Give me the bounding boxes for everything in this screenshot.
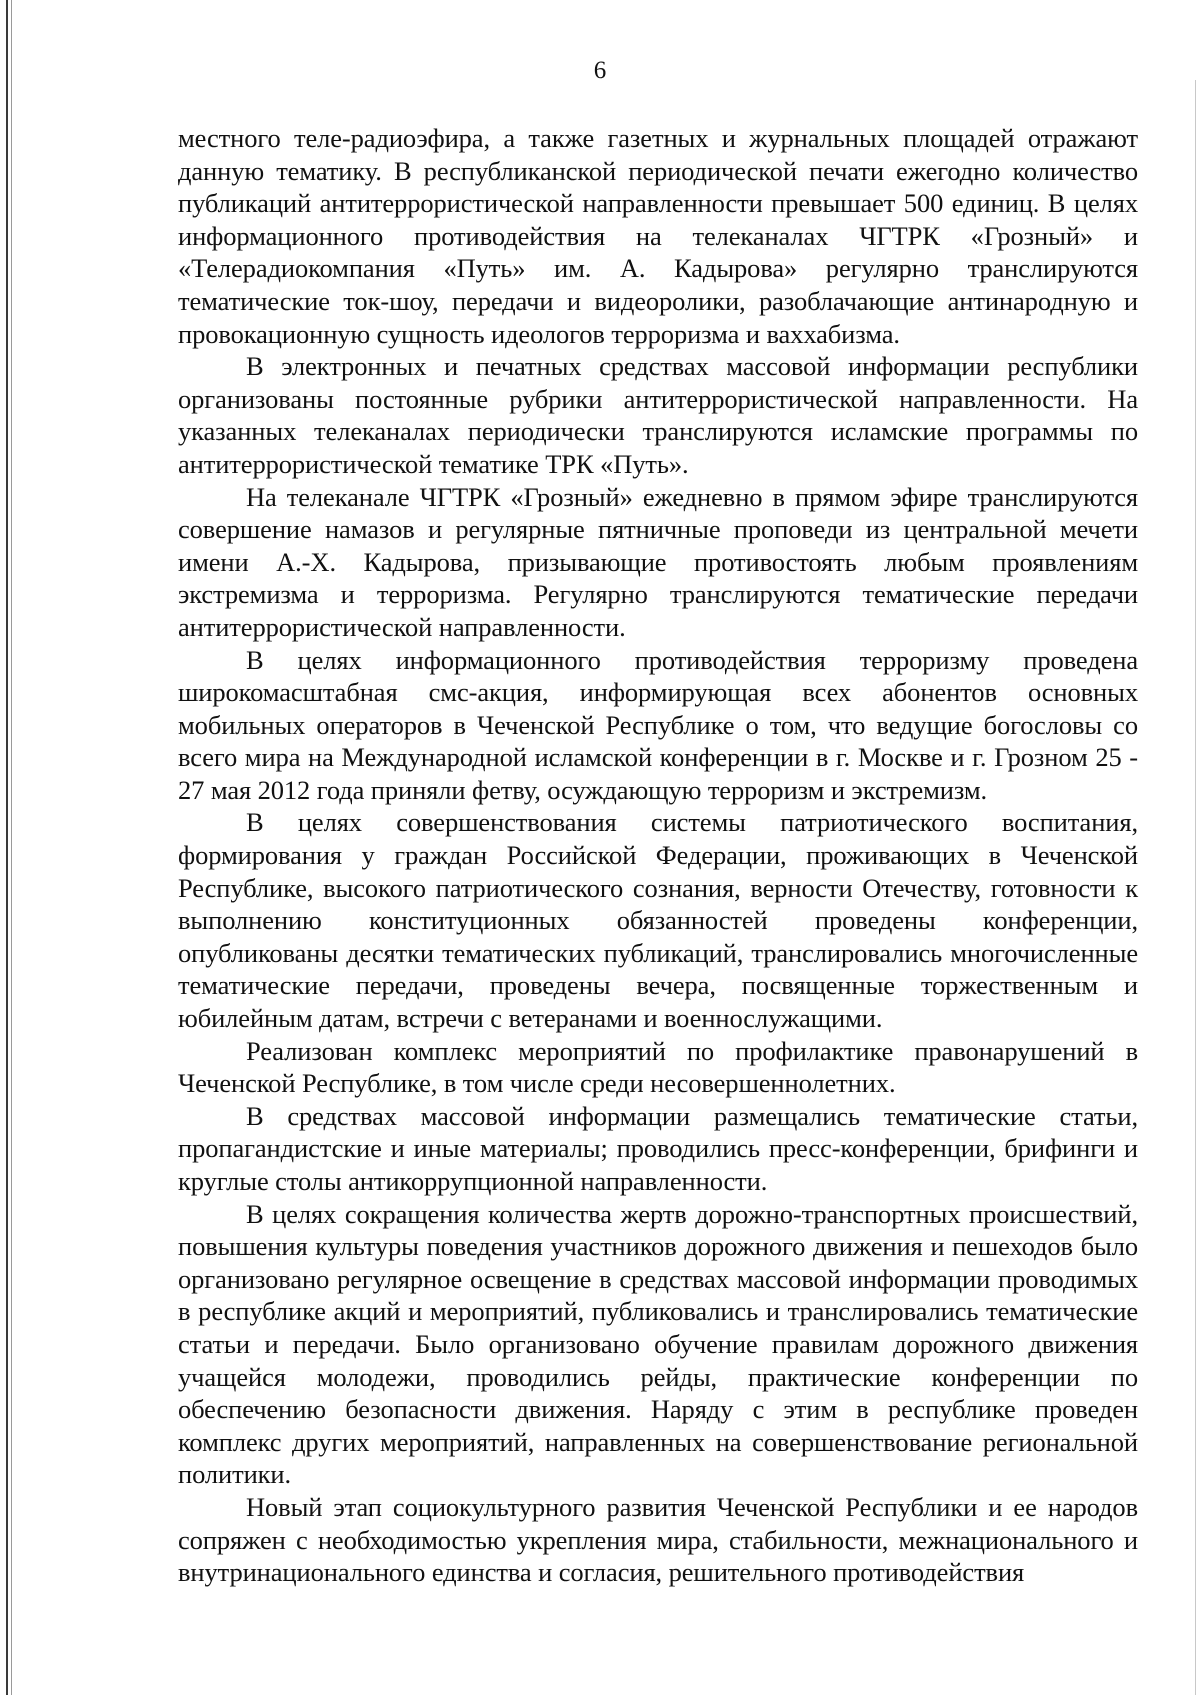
document-body [178, 122, 1138, 1589]
paragraph-9: Новый этап социокультурного развития Чеченской Республики и ее народов сопряжен с необходимостью укрепления мира, стабильности, межнационального и внутринационального единства и согласия, решительного противодействия [178, 1491, 1138, 1588]
scan-left-edge-shadow [11, 0, 12, 1695]
paragraph-6: Реализован комплекс мероприятий по профилактике правонарушений в Чеченской Республике, в том числе среди несовершеннолетних. [178, 1035, 1138, 1099]
paragraph-4: В целях информационного противодействия терроризму проведена широкомасштабная смс-акция, информирующая всех абонентов основных мобильных операторов в Чеченской Республике о том, что ведущие богословы со всего мира на Международной исламской конференции в г. Москве и г. Грозном 25 - 27 мая 2012 года приняли фетву, осуждающую терроризм и экстремизм. [178, 644, 1138, 805]
scan-right-edge-line [1195, 80, 1196, 1695]
paragraph-2: В электронных и печатных средствах массовой информации республики организованы постоянные рубрики антитеррористической направленности. На указанных телеканалах периодически транслируются исламские программы по антитеррористической тематике ТРК «Путь». [178, 351, 1138, 479]
scan-left-edge-line [6, 0, 8, 1695]
paragraph-8: В целях сокращения количества жертв дорожно-транспортных происшествий, повышения культуры поведения участников дорожного движения и пешеходов было организовано регулярное освещение в средствах массовой информации проводимых в республике акций и мероприятий, публиковались и транслировались тематические статьи и передачи. Было организовано обучение правилам дорожного движения учащейся молодежи, проводились рейды, практические конференции по обеспечению безопасности движения. Наряду с этим в республике проведен комплекс других мероприятий, направленных на совершенствование региональной политики. [178, 1198, 1138, 1490]
page-number: 6 [593, 57, 607, 84]
paragraph-5: В целях совершенствования системы патриотического воспитания, формирования у граждан Российской Федерации, проживающих в Чеченской Республике, высокого патриотического сознания, верности Отечеству, готовности к выполнению конституционных обязанностей проведены конференции, опубликованы десятки тематических публикаций, транслировались многочисленные тематические передачи, проведены вечера, посвященные торжественным и юбилейным датам, встречи с ветеранами и военнослужащими. [178, 807, 1138, 1034]
paragraph-7: В средствах массовой информации размещались тематические статьи, пропагандистские и иные материалы; проводились пресс-конференции, брифинги и круглые столы антикоррупционной направленности. [178, 1100, 1138, 1196]
paragraph-1: местного теле-радиоэфира, а также газетных и журнальных площадей отражают данную тематику. В республиканской периодической печати ежегодно количество публикаций антитеррористической направленности превышает 500 единиц. В целях информационного противодействия на телеканалах ЧГТРК «Грозный» и «Телерадиокомпания «Путь» им. А. Кадырова» регулярно транслируются тематические ток-шоу, передачи и видеоролики, разоблачающие антинародную и провокационную сущность идеологов терроризма и ваххабизма. [178, 123, 1138, 349]
paragraph-3: На телеканале ЧГТРК «Грозный» ежедневно в прямом эфире транслируются совершение намазов и регулярные пятничные проповеди из центральной мечети имени А.-Х. Кадырова, призывающие противостоять любым проявлениям экстремизма и терроризма. Регулярно транслируются тематические передачи антитеррористической направленности. [178, 481, 1138, 642]
